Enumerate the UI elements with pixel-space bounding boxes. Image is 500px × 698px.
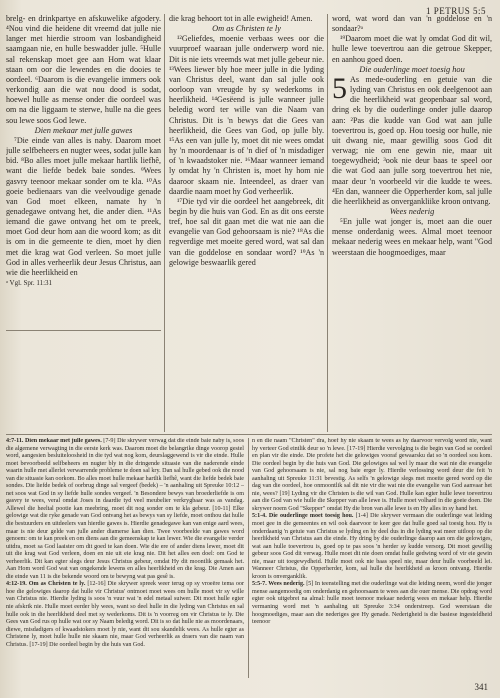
paragraph: ¹⁷Die tyd vir die oordeel het aangebreek, dit begin by die huis van God. En as dit ons eerste tref, hoe sal dit gaan met die wat nie aan die evangelie van God gehoorsaam is nie? ¹⁸As die regverdige met moeite gered word, wat sal dan van die goddelose en sondaar word? ¹⁹As 'n gelowige beswaarlik gered <box>169 196 324 267</box>
column-divider <box>327 14 328 432</box>
paragraph: word, wat word dan van 'n goddelose en 'n sondaar?ᵃ <box>332 14 492 34</box>
section-heading: Wees nederig <box>389 206 435 216</box>
commentary-text: Die skrywer vermaan die ouderlinge wat leiding moet gee in die gemeentes en wil ook daarvoor te keer gee dat hulle goed sal toesig hou. Hy is onderdaanig 'n getuie van Christus se lyding en hy deel dus in die lyding wat meer uitloop op die heerlikheid van Christus aan die einde. Hy dring by die ouderlinge daarop aan om die gelowiges, wat aan hulle toevertrou is, goed op te pas soos 'n herder sy kudde versorg. Dit moet gewillig gebeur soos God dit verwag. Hulle moet dit nie doen omdat hulle gedwing word of vir eie gewin nie, maar uit toegewydheid. Hulle moet ook nie baas speel nie, maar deur hulle voorbeeld lei. Wanneer Christus, die Opperherder, kom, sal hulle die heerlikheid as kroon ontvang. Hierdie kroon is onverganklik. <box>252 513 492 580</box>
page-number: 341 <box>474 682 488 692</box>
commentary-text: Die skrywer spreek weer terug op sy vroeëre tema oor hoe die gelowiges daarop dat hulle vir Christus' ontmoet moet wees om hulle moet vir sy wille van Christus nie. Hierdie lyding is soos 'n vuur wat 'n edel metaal suiwer. Dit moet hulle egter nie afskrik nie. Hulle moet eerder bly wees, want so deel hulle in die lyding van Christus en sal hulle ook in die heerlikheid deel met sy wederkoms. Dit is 'n voorreg om vir Christus te ly. Die Gees van God rus op hulle wat oor sy Naam beledig word. Dit is so dat hulle nie as moordenaars, diewe, misdadigers of kwaadstokers moet ly nie, want dit sou skandelik wees. As hulle egter as Christene ly, moet hulle hulle nie skaam nie, maar God verheerlik as draers van die naam van Christus. [17-19] Die oordeel begin by die huis van God. <box>6 581 244 648</box>
paragraph: ¹⁹Daarom moet die wat ly omdat God dit wil, hulle lewe toevertrou aan die getroue Skepper, en aanhou goed doen. <box>332 34 492 64</box>
verse-ref: [5] <box>306 581 314 588</box>
commentary-title: 4:12-19. Om as Christen te ly. <box>6 581 86 588</box>
paragraph: ⁵En julle wat jonger is, moet aan die ouer mense onderdanig wees. Almal moet teenoor mekaar nederig wees en mekaar help, want "God weerstaan die hoogmoediges, maar <box>332 217 492 257</box>
paragraph: brelg- en drinkpartye en afskuwelike afgodery. ⁴Nou vind die heidene dit vreemd dat julle nie langer met hierdie stroom van losbandigheid saamgaan nie, en hulle beswadder julle. ⁵Hulle sal rekenskap moet gee aan Hom wat klaar staan om oor die lewendes en die dooies te oordeel. ⁶Daarom is die evangelie immers ook verkondig aan die wat nou dood is sodat, hoewel hulle as mense onder die oordeel was om na die liggaam te sterwe, hulle na die gees sou lewe soos God lewe. <box>6 14 161 125</box>
commentary-text: n en die naam "Christen" dra, hoef hy nie skaam te wees as hy daarvoor vervolg word nie, want hy verteer God eintlik deur so 'n lewe. [17-19] Hierdie vervolging is die begin van God se oordeel en plan vir die einde. Die profete het die gelowiges vooraf gewaarsku dat so 'n oordeel sou kom. Die oordeel begin by die huis van God. Die gelowiges sal wel ly maar die wat nie die evangelie van God gehoorsaam is nie, sal nog baie erger ly. Hierdie verlossing word deur die feit 'n aanhaling uit Spreuke 11:31 bevestig. As selfs 'n gelowige slegs met moeite gered word op die dag van die oordeel, hoe onmoontlik sal dit nie vir die wat nie die evangelie van God aanvaar het nie, wees? [19] Lyding vir die Christen is die wil van God. Hulle kan egter hulle lewe toevertrou aan die God van wie hulle die Skepper van alle lewe is. Hulle moet volhard in die goeie doen. Die skrywer noem God "Skepper" omdat Hy die bron van alle lewe is en Hy alles in sy hand het. <box>252 438 492 512</box>
running-head: 1 PETRUS 5:5 <box>425 6 486 16</box>
paragraph: ⁷Die einde van alles is naby. Daarom moet julle selfbeheers en nugter wees, sodat julle kan bid. ⁸Bo alles moet julle mekaar hartlik liefhê, want die liefde bedek baie sondes. ⁹Wees gasvry teenoor mekaar sonder om te kla. ¹⁰As goeie bedienaars van die veelvoudige genade van God moet elkeen, namate hy 'n genadegawe ontvang het, die ander dien. ¹¹As iemand die gawe ontvang het om te preek, moet God deur hom aan die woord kom; as dit is om in die gemeente te dien, moet hy dien met die krag wat God verleen. So moet julle God in alles verheerlik deur Jesus Christus, aan wie die heerlikheid en <box>6 135 161 277</box>
commentary-column-2 <box>252 438 492 678</box>
paragraph-text: As mede-ouderling en getuie van die lyding van Christus en ook deelgenoot aan die heerlikheid wat geopenbaar sal word, dring ek by die ouderlinge onder julle daarop aan: ²Pas die kudde van God wat aan julle toevertrou is, goed op. Hou toesig oor hulle, nie uit dwang nie, maar gewillig soos God dit verwag; nie om ene gewin nie, maar uit toegewydheid; ³ook nie deur baas te speel oor die wat God aan julle sorg toevertrou het nie, maar deur 'n voorbeeld vir die kudde te wees. ⁴En dan, wanneer die Opperherder kom, sal julle die heerlikheid as onvergankliike kroon ontvang. <box>332 74 492 206</box>
footnote-rule <box>6 330 161 331</box>
text-column-1 <box>6 14 161 334</box>
section-heading: Die ouderlinge moet toesig hou <box>359 64 465 74</box>
column-divider <box>164 14 165 432</box>
section-heading: Dien mekaar met julle gawes <box>34 125 133 135</box>
commentary-text: Die skrywer verwag dat die einde baie naby is, soos die algemene verwagting in die eerste kerk was. Daarom moet die belangrike dinge voorop gestel word, aangesien besluiteloosheid in die tyd wat nog kom, deurslaggewend is vir die einde. Hulle moet bevoorbeeld selfbeheers en nugter bly in die dringende situasie van die naderende einde waarin hulle met allerlei verwarrende probleme te doen sal kry. Dan sal hulle gebed ook die nood van die situasie kan oorkom. Bo alles moet hulle mekaar hartlik liefhê, want die liefde bedek baie sondes. Die liefde bedek of oorbrug dinge sal vergeef (bedek) – 'n aanhaling uit Spreuke 10:12 – net soos wat God in sy liefde hulle sondes vergeef. 'n Besondere bewys van broederliefde is om gasvry te wees, veral omdat Joses in daardie tyd veel meubelier verkrygbaar was as vandag. Allewel die heeltal pootie kan meebring, moet dit nog sonder om te kla gebeur. [10-11] Elke gelowige wat die ryke genade van God ontvang het as bewys van sy liefde, moet onthou dat hulle die bestuurders en uitdeelers van hierdie gawes is. Hierdie genadegawe kan van enige aard wees, maar is nie deur gelde van julle ander diamerse kan dien. Twee voorbeelde van gawes word genoem: om te kan preek en om diens aan die gemeenskap te kan lewer. Wie die evangelie verder uitdra, moet sa God laaister om dit goed te kan doen. Wie die ere of ander diens lewer, moet dit uit die krag wat God verleen, doen en nie uit eie krag nie. Dit het alles een doel: om God te verheerlik. Dit kan egter slegs deur Jesus Christus gebeur, omdat Hy dit moontlik gemaak het. Aan Hom word God wat van ongekende lewens en alles heerlikheid en die krag. Die Amen aan die einde van 11 is die bekende woord om te bewyng wat pas gesê is. <box>6 438 244 580</box>
chapter-number: 5 <box>332 71 347 105</box>
paragraph: ¹²Geliefdes, moenie verbaas wees oor die vuurproef waaraan julle onderwerp word nie. Dit is nie iets vreemds wat met julle gebeur nie. ¹³Wees liewer bly hoe meer julle in die lyding van Christus deel, want dan sal julle ook oorloop van vreugde by sy wederkoms in heerlikheid. ¹⁴Gesëend is julle wanneer julle beledig word ter wille van die Naam van Christus. Dit is 'n bewys dat die Gees van heerlikheid, die Gees van God, op julle bly. ¹⁵As een van julle ly, moet dit nie wees omdat hy 'n moordenaar is of 'n dief of 'n misdadiger of 'n kwaadstoker nie. ¹⁶Maar wanneer iemand ly omdat hy 'n Christen is, moet hy hom nie daaroor skaam nie. Inteendeel, as draer van daardie naam moet hy God verheerlik. <box>169 34 324 196</box>
commentary-text: In teenstelling met die ouderlinge wat die leiding neem, word die jonger mense aangemoedig om onderdanig en gehoorsaam te wees aan die ouer mense. Die opdrag word egter ook uitgebrei na almal: hulle moet teenoor mekaar nederig wees en mekaar help. Hierdie vermaning word met 'n aanhaling uit Spreuke 3:34 onderstreep. God weerstaan die hoogmoediges, maar aan die nederiges gee Hy genade. Nederigheid is die basiese ingesteldheid teenoor <box>252 581 492 626</box>
verse-ref: [12-16] <box>87 581 106 588</box>
commentary-title: 5:1-4. Die ouderlinge moet toesig hou. <box>252 513 354 520</box>
text-column-3 <box>332 14 492 444</box>
text-column-2 <box>169 14 324 444</box>
verse-ref: [1-4] <box>355 513 368 520</box>
verse-ref: [7-9] <box>103 438 116 444</box>
footnote: ᵃ Vgl. Spr. 11:31 <box>6 279 53 288</box>
chapter-paragraph <box>332 71 492 207</box>
commentary-divider <box>248 438 249 678</box>
commentary-title: 5:5-7. Wees nederig. <box>252 581 305 588</box>
commentary-rule <box>6 434 492 435</box>
commentary-title: 4:7-11. Dien mekaar met julle gawes. <box>6 438 102 444</box>
paragraph: die krag behoort tot in alle ewigheid! Amen. <box>169 14 313 23</box>
commentary-column-1 <box>6 438 244 678</box>
section-heading: Om as Christen te ly <box>212 24 281 34</box>
